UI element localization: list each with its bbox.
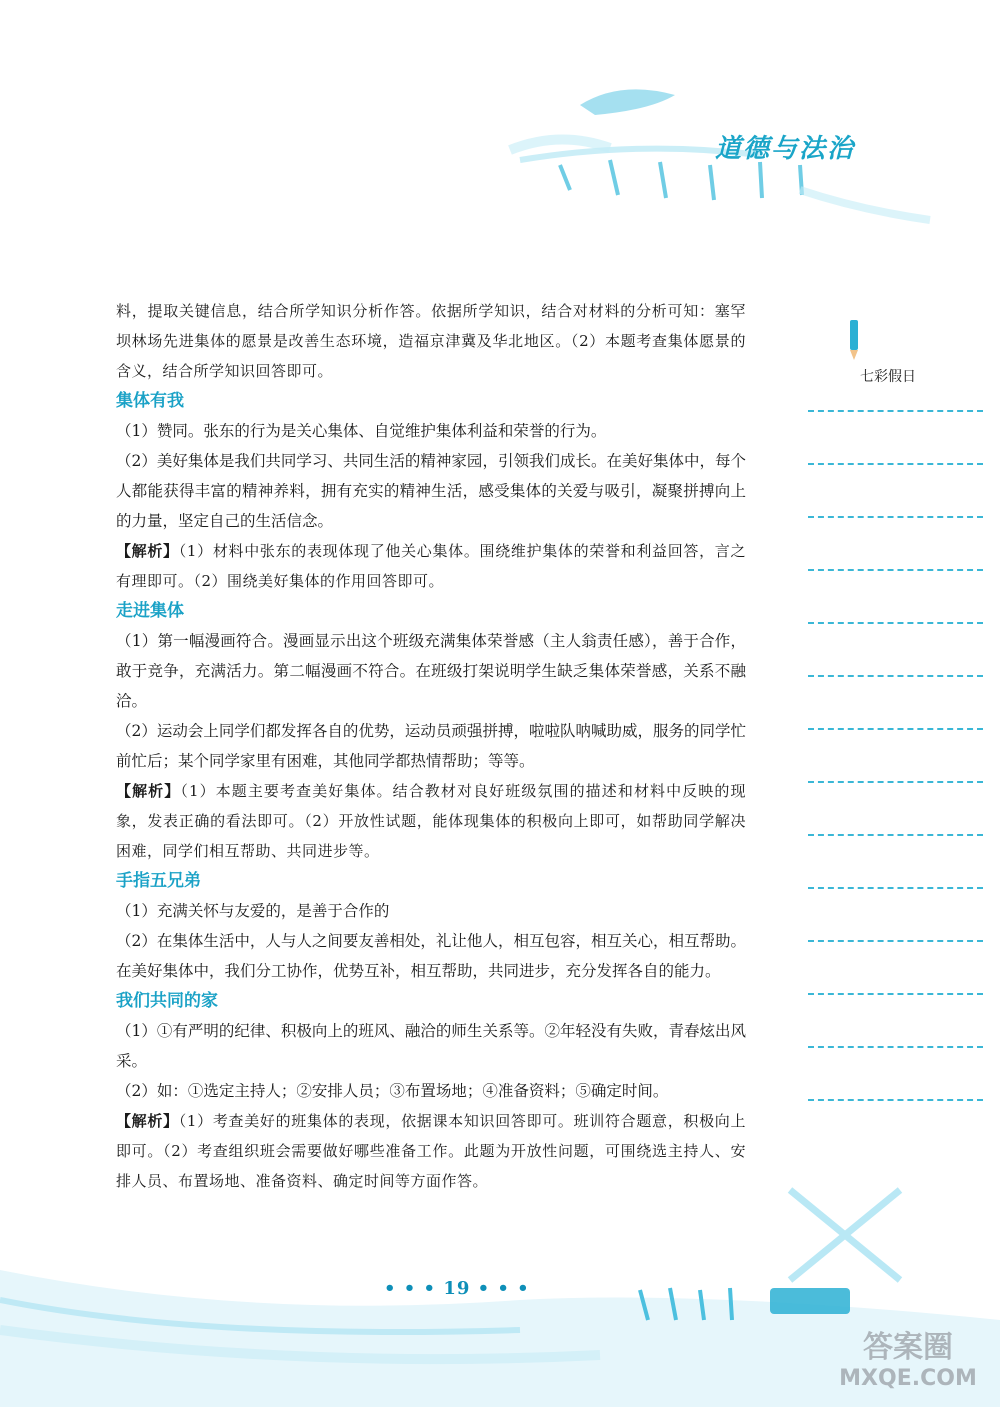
analysis-tag: 【解析】 xyxy=(116,782,181,800)
analysis-tag: 【解析】 xyxy=(116,1112,179,1130)
page-number: • • • 19 • • • xyxy=(384,1278,530,1299)
notes-line xyxy=(808,1099,983,1101)
site-watermark xyxy=(822,1330,994,1392)
notes-line xyxy=(808,463,983,465)
section-title: 走进集体 xyxy=(116,601,184,621)
main-content xyxy=(116,296,746,1196)
notes-line xyxy=(808,516,983,518)
notes-line xyxy=(808,569,983,571)
answer-paragraph: （1）充满关怀与友爱的，是善于合作的 xyxy=(116,902,390,920)
section-title: 手指五兄弟 xyxy=(116,871,201,891)
section-title: 我们共同的家 xyxy=(116,991,218,1011)
notes-line xyxy=(808,993,983,995)
answer-paragraph: （2）美好集体是我们共同学习、共同生活的精神家园，引领我们成长。在美好集体中，每个人都能获得丰富的精神养料，拥有充实的精神生活，感受集体的关爱与吸引，凝聚拼搏向上的力量，坚定自己的生活信念。 xyxy=(116,452,746,530)
notes-line xyxy=(808,410,983,412)
sidebar-label: 七彩假日 xyxy=(860,369,916,385)
analysis-text: （1）考查美好的班集体的表现，依据课本知识回答即可。班训符合题意，积极向上即可。（2）考查组织班会需要做好哪些准备工作。此题为开放性问题，可围绕选主持人、安排人员、布置场地、准备资料、确定时间等方面作答。 xyxy=(116,1112,746,1190)
answer-paragraph: （2）运动会上同学们都发挥各自的优势，运动员顽强拼搏，啦啦队呐喊助威，服务的同学忙前忙后；某个同学家里有困难，其他同学都热情帮助；等等。 xyxy=(116,722,746,770)
answer-paragraph: （2）如：①选定主持人；②安排人员；③布置场地；④准备资料；⑤确定时间。 xyxy=(116,1082,669,1100)
notes-line xyxy=(808,1046,983,1048)
watermark-top: 答案圈 xyxy=(863,1330,953,1365)
analysis-text: （1）材料中张东的表现体现了他关心集体。围绕维护集体的荣誉和利益回答，言之有理即可。（2）围绕美好集体的作用回答即可。 xyxy=(116,542,746,590)
analysis-text: （1）本题主要考查美好集体。结合教材对良好班级氛围的描述和材料中反映的现象，发表正确的看法即可。（2）开放性试题，能体现集体的积极向上即可，如帮助同学解决困难，同学们相互帮助、共同进步等。 xyxy=(116,782,746,860)
answer-paragraph: （1）①有严明的纪律、积极向上的班风、融洽的师生关系等。②年轻没有失败，青春炫出风采。 xyxy=(116,1022,746,1070)
notes-line xyxy=(808,781,983,783)
notes-line xyxy=(808,887,983,889)
notes-line xyxy=(808,622,983,624)
pencil-icon xyxy=(842,318,866,362)
watermark-bottom: MXQE.COM xyxy=(839,1366,977,1391)
analysis-tag: 【解析】 xyxy=(116,542,179,560)
notes-line xyxy=(808,940,983,942)
notes-line xyxy=(808,728,983,730)
subject-title: 道德与法治 xyxy=(715,134,856,164)
analysis-paragraph xyxy=(116,536,746,596)
intro-paragraph: 料，提取关键信息，结合所学知识分析作答。依据所学知识，结合对材料的分析可知：塞罕坝林场先进集体的愿景是改善生态环境，造福京津冀及华北地区。（2）本题考查集体愿景的含义，结合所学知识回答即可。 xyxy=(116,302,746,380)
notes-line xyxy=(808,675,983,677)
analysis-paragraph xyxy=(116,776,746,866)
section-title: 集体有我 xyxy=(116,391,184,411)
answer-paragraph: （2）在集体生活中，人与人之间要友善相处，礼让他人，相互包容，相互关心，相互帮助。在美好集体中，我们分工协作，优势互补，相互帮助，共同进步，充分发挥各自的能力。 xyxy=(116,932,746,980)
answer-paragraph: （1）赞同。张东的行为是关心集体、自觉维护集体利益和荣誉的行为。 xyxy=(116,422,607,440)
notes-line xyxy=(808,834,983,836)
answer-paragraph: （1）第一幅漫画符合。漫画显示出这个班级充满集体荣誉感（主人翁责任感），善于合作，敢于竞争，充满活力。第二幅漫画不符合。在班级打架说明学生缺乏集体荣誉感，关系不融洽。 xyxy=(116,632,746,710)
